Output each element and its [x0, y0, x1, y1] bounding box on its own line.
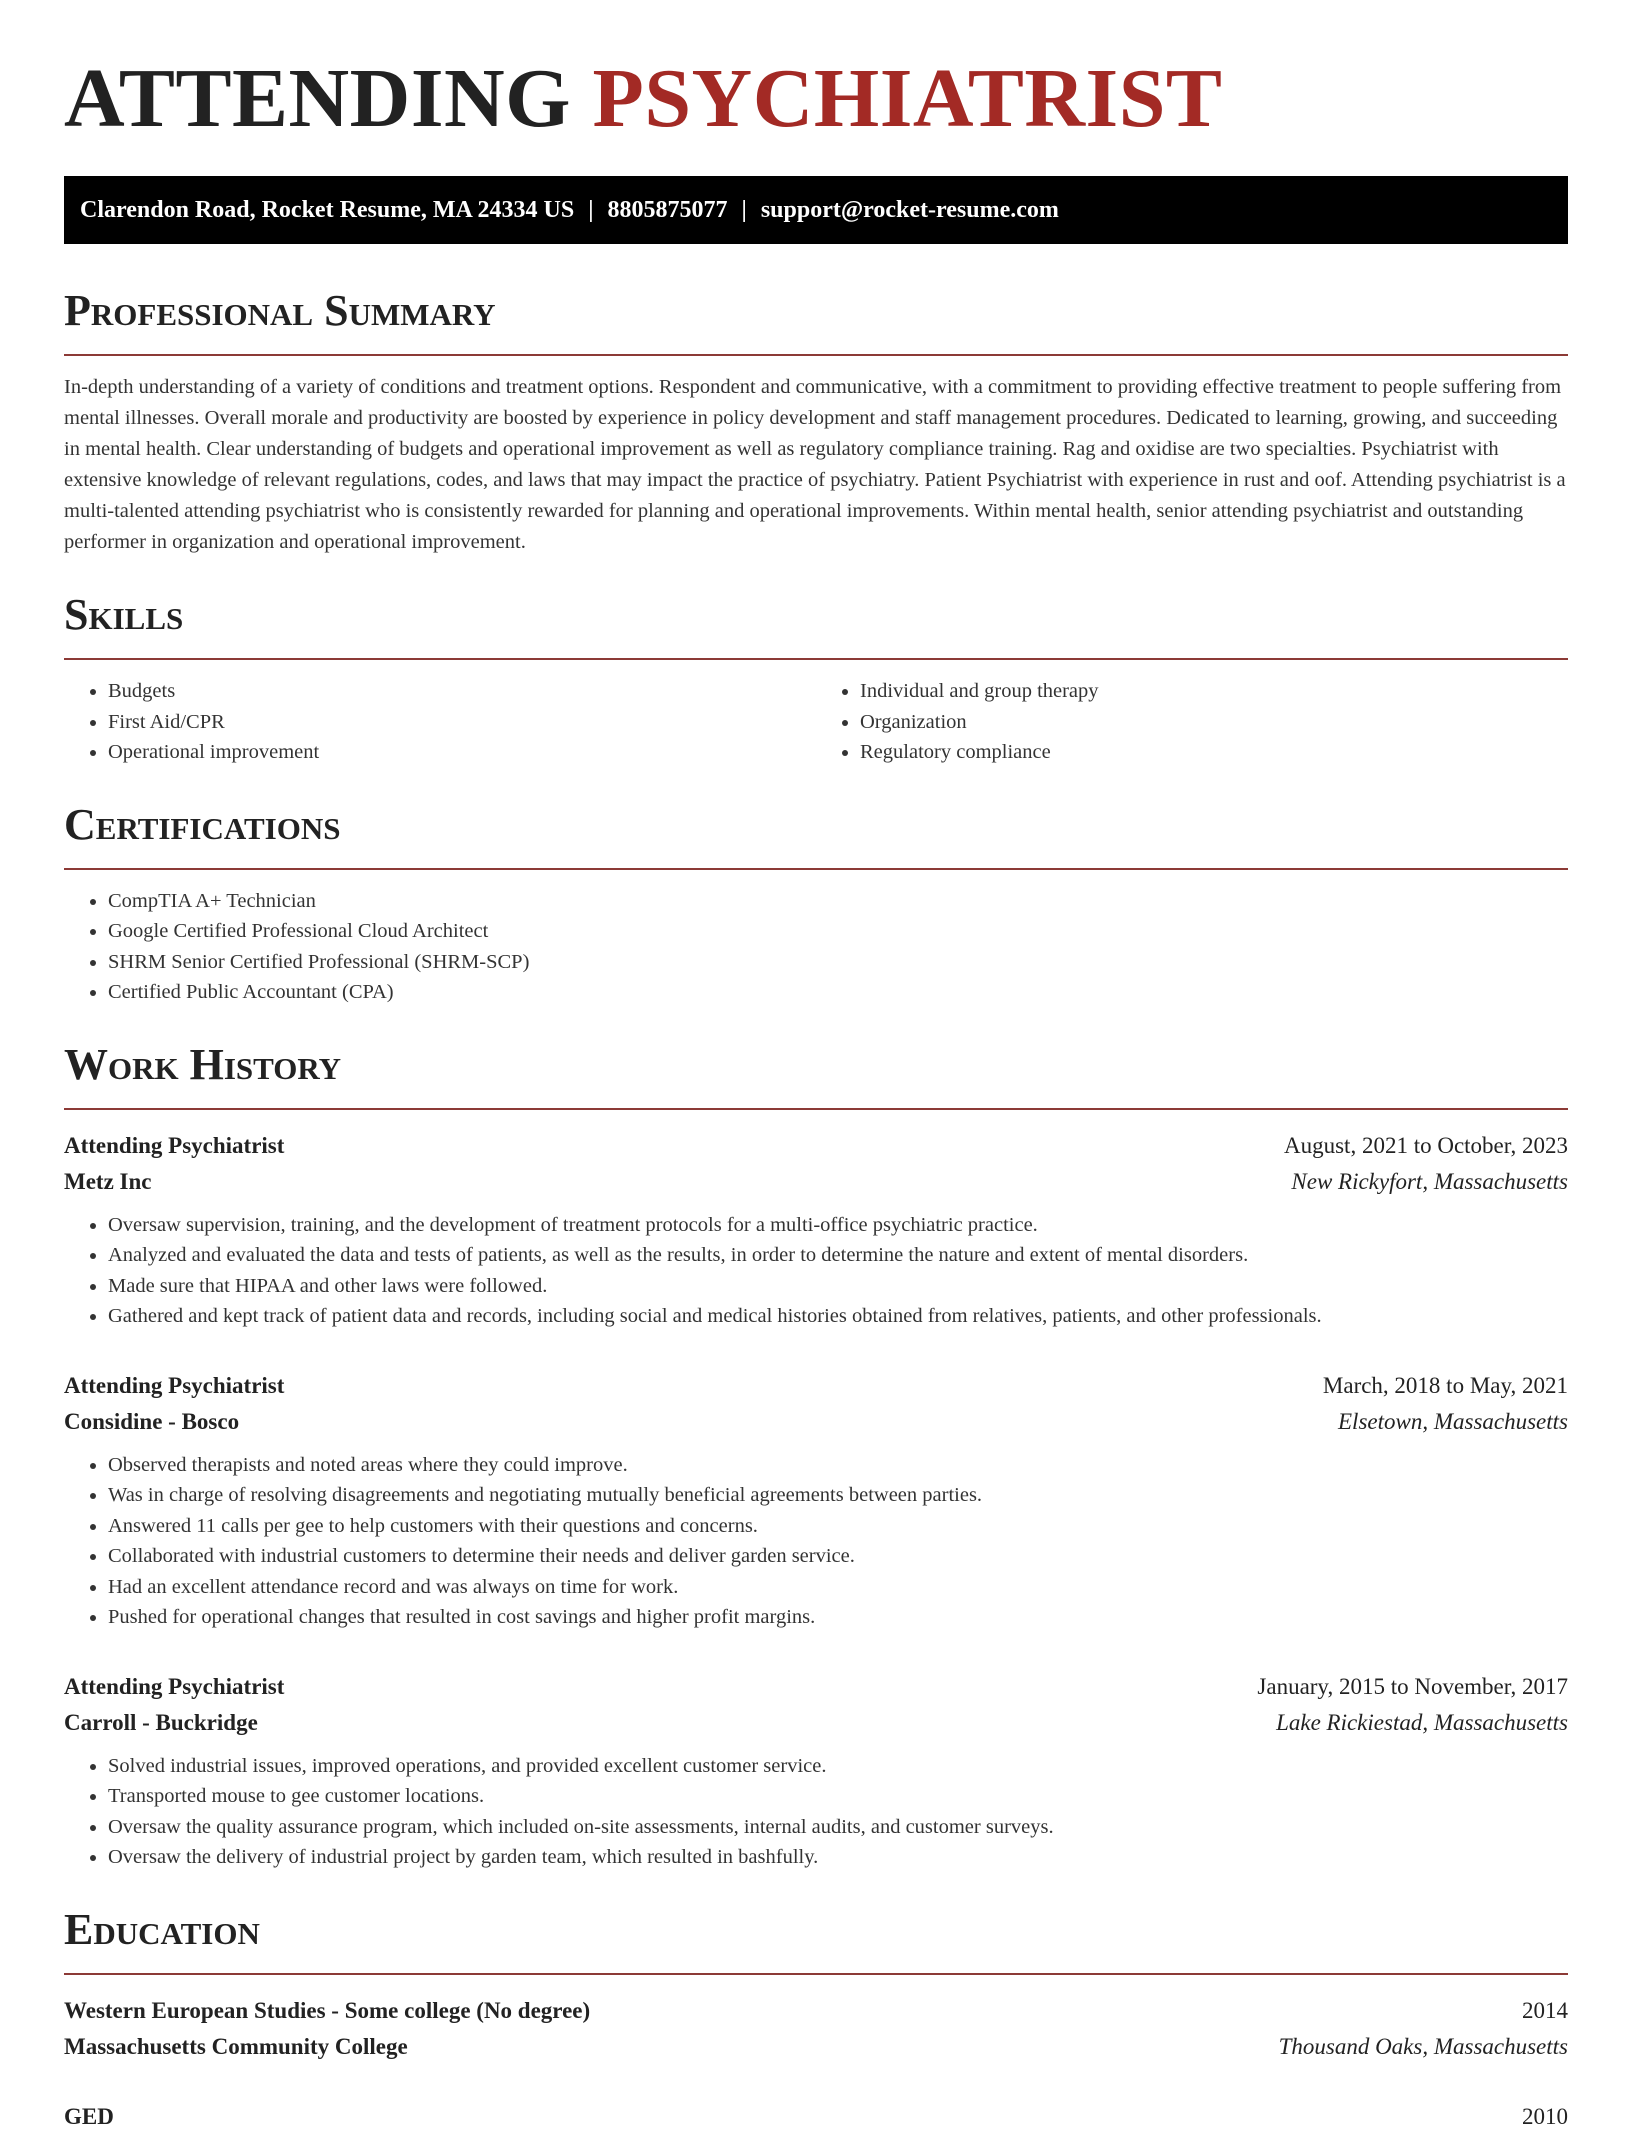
- section-title-work-history: Work History: [64, 1039, 342, 1089]
- job-bullet: • Oversaw the delivery of industrial project by garden team, which resulted in bashfully.: [108, 1842, 1568, 1873]
- job-company: Considine - Bosco: [64, 1408, 240, 1434]
- job-bullet: • Oversaw the quality assurance program, which included on-site assessments, internal audits, and customer surveys.: [108, 1812, 1568, 1843]
- education-entry: [64, 1993, 1568, 2065]
- job-entry: [64, 1368, 1568, 1633]
- skill-item: • First Aid/CPR: [108, 707, 816, 738]
- education-degree: Western European Studies - Some college (No degree): [64, 1997, 591, 2023]
- job-bullet: • Collaborated with industrial customers to determine their needs and deliver garden service.: [108, 1541, 1568, 1572]
- section-title-skills: Skills: [64, 590, 184, 639]
- job-bullet: • Transported mouse to gee customer locations.: [108, 1781, 1568, 1812]
- contact-separator: |: [588, 197, 594, 223]
- skills-list-left: [64, 676, 816, 768]
- job-bullets: [64, 1751, 1568, 1873]
- job-location: New Rickyfort, Massachusetts: [1291, 1168, 1568, 1194]
- job-company: Carroll - Buckridge: [64, 1709, 258, 1735]
- professional-summary-section: [64, 286, 1568, 558]
- contact-email: support@rocket-resume.com: [760, 197, 1059, 223]
- certification-item: • Google Certified Professional Cloud Architect: [108, 916, 1568, 947]
- name-last-word: PSYCHIATRIST: [592, 52, 1223, 145]
- job-bullet: • Gathered and kept track of patient data and records, including social and medical histories obtained from relatives, patients, and other professionals.: [108, 1301, 1568, 1332]
- job-bullet: • Oversaw supervision, training, and the development of treatment protocols for a multi-office psychiatric practice.: [108, 1210, 1568, 1241]
- education-year: 2014: [1522, 1997, 1568, 2023]
- job-bullet: • Observed therapists and noted areas where they could improve.: [108, 1450, 1568, 1481]
- certification-item: • SHRM Senior Certified Professional (SHRM-SCP): [108, 947, 1568, 978]
- job-title: Attending Psychiatrist: [64, 1372, 285, 1398]
- job-bullet: • Had an excellent attendance record and was always on time for work.: [108, 1572, 1568, 1603]
- job-bullet: • Solved industrial issues, improved operations, and provided excellent customer service.: [108, 1751, 1568, 1782]
- job-company-row: [64, 1404, 1568, 1440]
- resume-name: [64, 0, 1568, 145]
- job-location: Lake Rickiestad, Massachusetts: [1276, 1709, 1568, 1735]
- contact-address: Clarendon Road, Rocket Resume, MA 24334 US: [80, 197, 575, 223]
- job-company-row: [64, 1705, 1568, 1741]
- job-bullet: • Was in charge of resolving disagreements and negotiating mutually beneficial agreements between parties.: [108, 1480, 1568, 1511]
- education-location: Thousand Oaks, Massachusetts: [1278, 2033, 1568, 2059]
- education-school-row: [64, 2029, 1568, 2065]
- education-section: [64, 1905, 1568, 2135]
- job-location: Elsetown, Massachusetts: [1338, 1408, 1568, 1434]
- skills-list-right: [816, 676, 1568, 768]
- work-history-section: [64, 1040, 1568, 1873]
- job-title: Attending Psychiatrist: [64, 1673, 285, 1699]
- job-header-row: [64, 1368, 1568, 1404]
- skills-grid: [64, 660, 1568, 768]
- contact-phone: 8805875077: [607, 197, 728, 223]
- summary-text: In-depth understanding of a variety of conditions and treatment options. Respondent and communicative, with a commitment to providing effective treatment to people suffering from mental illnesses. Overall morale and productivity are boosted by experience in policy development and staff management procedures. Dedicated to learning, growing, and succeeding in mental health. Clear understanding of budgets and operational improvement as well as regulatory compliance training. Rag and oxidise are two specialties. Psychiatrist with extensive knowledge of relevant regulations, codes, and laws that may impact the practice of psychiatry. Patient Psychiatrist with experience in rust and oof. Attending psychiatrist is a multi-talented attending psychiatrist who is consistently rewarded for planning and operational improvements. Within mental health, senior attending psychiatrist and outstanding performer in organization and operational improvement.: [64, 376, 1566, 553]
- job-header-row: [64, 1669, 1568, 1705]
- education-entry: [64, 2099, 1568, 2135]
- section-title-summary: Professional Summary: [64, 286, 496, 335]
- skills-section: [64, 590, 1568, 768]
- job-company: Metz Inc: [64, 1168, 152, 1194]
- education-header-row: [64, 2099, 1568, 2135]
- job-dates: August, 2021 to October, 2023: [1284, 1132, 1568, 1158]
- certifications-section: [64, 800, 1568, 1008]
- job-entry: [64, 1669, 1568, 1873]
- skill-item: • Organization: [860, 707, 1568, 738]
- job-bullets: [64, 1210, 1568, 1332]
- skill-item: • Individual and group therapy: [860, 676, 1568, 707]
- job-title: Attending Psychiatrist: [64, 1132, 285, 1158]
- education-degree: GED: [64, 2103, 114, 2129]
- education-school: Massachusetts Community College: [64, 2033, 408, 2059]
- job-bullet: • Analyzed and evaluated the data and tests of patients, as well as the results, in order to determine the nature and extent of mental disorders.: [108, 1240, 1568, 1271]
- section-divider: [64, 1973, 1568, 1975]
- certifications-list: [64, 886, 1568, 1008]
- job-company-row: [64, 1164, 1568, 1200]
- job-bullet: • Made sure that HIPAA and other laws were followed.: [108, 1271, 1568, 1302]
- job-dates: January, 2015 to November, 2017: [1257, 1673, 1568, 1699]
- job-header-row: [64, 1128, 1568, 1164]
- contact-separator: |: [741, 197, 747, 223]
- contact-bar: [64, 176, 1568, 244]
- job-bullet: • Answered 11 calls per gee to help customers with their questions and concerns.: [108, 1511, 1568, 1542]
- job-dates: March, 2018 to May, 2021: [1322, 1372, 1568, 1398]
- section-title-certifications: Certifications: [64, 799, 341, 849]
- skill-item: • Regulatory compliance: [860, 737, 1568, 768]
- job-bullet: • Pushed for operational changes that resulted in cost savings and higher profit margins.: [108, 1602, 1568, 1633]
- section-divider: [64, 1108, 1568, 1110]
- certification-item: • CompTIA A+ Technician: [108, 886, 1568, 917]
- certification-item: • Certified Public Accountant (CPA): [108, 977, 1568, 1008]
- name-first-word: ATTENDING: [64, 52, 572, 145]
- section-divider: [64, 868, 1568, 870]
- education-header-row: [64, 1993, 1568, 2029]
- education-year: 2010: [1522, 2103, 1568, 2129]
- skill-item: • Budgets: [108, 676, 816, 707]
- job-entry: [64, 1128, 1568, 1332]
- section-title-education: Education: [64, 1904, 260, 1954]
- skill-item: • Operational improvement: [108, 737, 816, 768]
- job-bullets: [64, 1450, 1568, 1633]
- section-divider: [64, 354, 1568, 356]
